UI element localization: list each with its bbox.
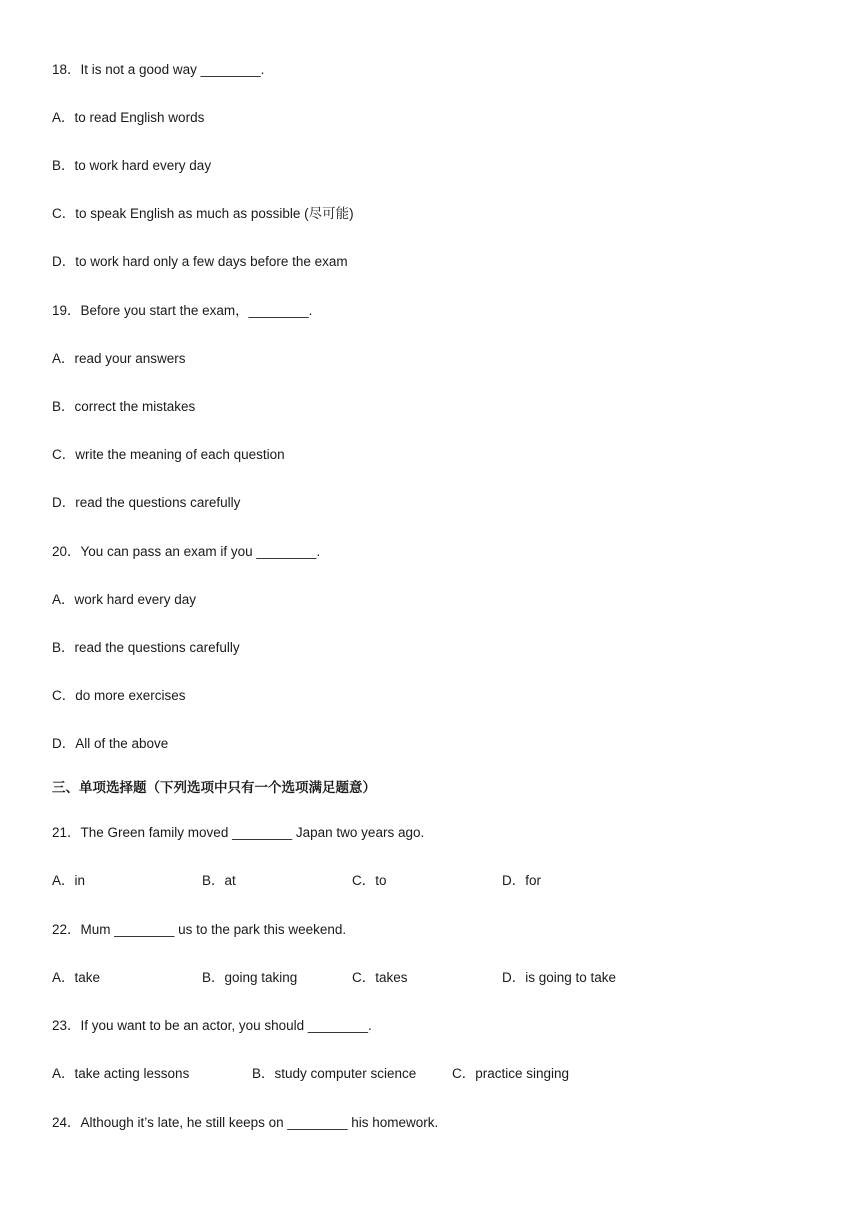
section-3-heading: 三、单项选择题（下列选项中只有一个选项满足题意） [52, 780, 376, 796]
q20-option-c: C．do more exercises [52, 688, 186, 703]
question-23-stem: 23．If you want to be an actor, you should ________. [52, 1018, 372, 1033]
q20-option-d: D．All of the above [52, 736, 169, 751]
q22-option-b: B．going taking [202, 970, 298, 985]
question-21-stem: 21．The Green family moved ________ Japan two years ago. [52, 825, 425, 840]
q23-option-b: B．study computer science [252, 1066, 417, 1081]
q18-option-d: D．to work hard only a few days before the exam [52, 254, 348, 269]
q20-option-a: A．work hard every day [52, 592, 197, 607]
q22-option-d: D．is going to take [502, 970, 617, 985]
q19-option-d: D．read the questions carefully [52, 495, 241, 510]
q18-option-b: B．to work hard every day [52, 158, 212, 173]
q21-option-c: C．to [352, 873, 387, 888]
q22-option-a: A．take [52, 970, 101, 985]
q19-option-a: A．read your answers [52, 351, 186, 366]
q20-option-b: B．read the questions carefully [52, 640, 240, 655]
q18-option-c: C．to speak English as much as possible (尽可能) [52, 206, 354, 221]
q19-option-c: C．write the meaning of each question [52, 447, 285, 462]
q21-option-d: D．for [502, 873, 542, 888]
question-18-stem: 18．It is not a good way ________. [52, 62, 265, 77]
q21-option-a: A．in [52, 873, 86, 888]
question-24-stem: 24．Although it’s late, he still keeps on ________ his homework. [52, 1115, 439, 1130]
q22-option-c: C．takes [352, 970, 408, 985]
q18-option-a: A．to read English words [52, 110, 205, 125]
question-19-stem: 19．Before you start the exam，________. [52, 303, 313, 318]
q23-option-a: A．take acting lessons [52, 1066, 190, 1081]
q21-option-b: B．at [202, 873, 236, 888]
q23-option-c: C．practice singing [452, 1066, 570, 1081]
question-20-stem: 20．You can pass an exam if you ________. [52, 544, 321, 559]
q19-option-b: B．correct the mistakes [52, 399, 196, 414]
question-22-stem: 22．Mum ________ us to the park this weekend. [52, 922, 347, 937]
